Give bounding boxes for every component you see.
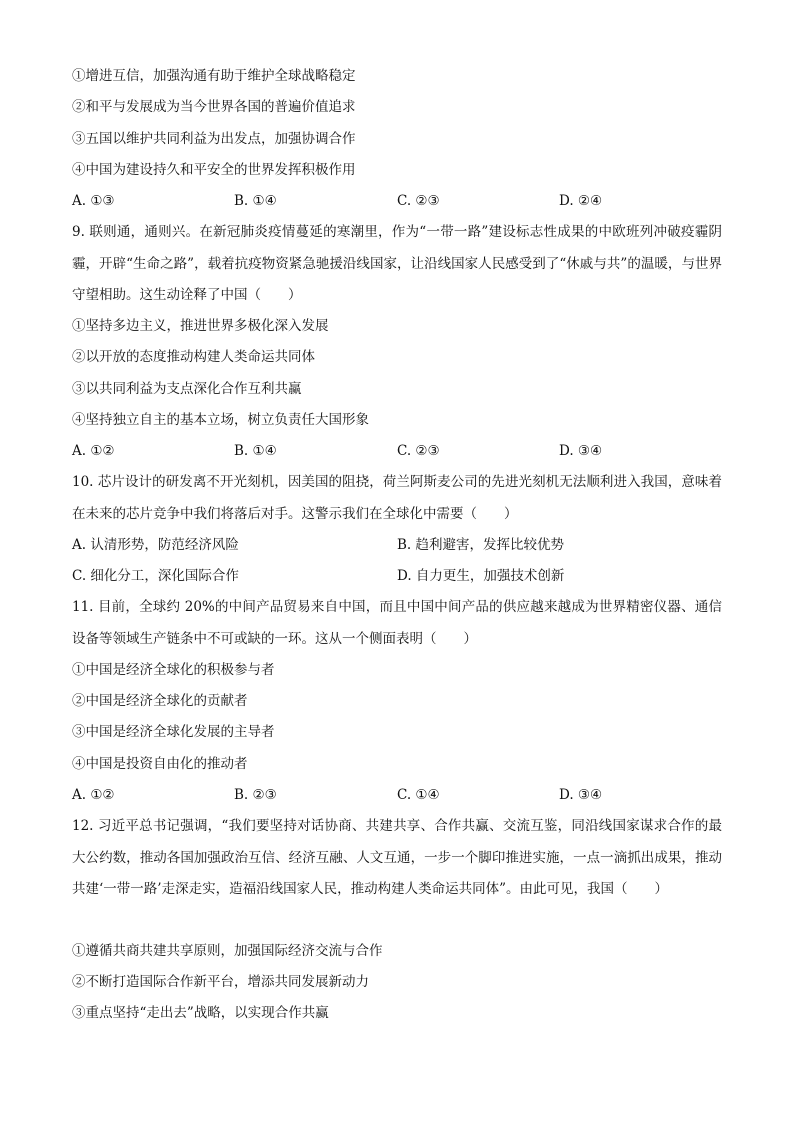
q8-statement-3: ③五国以维护共同利益为出发点，加强协调合作	[72, 131, 356, 147]
q9-stem: 9. 联则通，通则兴。在新冠肺炎疫情蔓延的寒潮里，作为“一带一路”建设标志性成果的中欧班列冲破疫霾阴霾，开辟“生命之路”，载着抗疫物资紧急驰援沿线国家，让沿线国家人民感受到了“休戚与共”的温暖，与世界守望相助。这生动诠释了中国（ ）	[72, 224, 722, 303]
q12-statement-2: ②不断打造国际合作新平台，增添共同发展新动力	[72, 974, 369, 990]
q8-statement-2: ②和平与发展成为当今世界各国的普遍价值追求	[72, 99, 356, 115]
q9-option-a[interactable]: A. ①②	[72, 443, 115, 459]
q12-statement-3: ③重点坚持“走出去”战略，以实现合作共赢	[72, 1005, 329, 1021]
q9-statement-1: ①坚持多边主义，推进世界多极化深入发展	[72, 318, 329, 334]
q8-option-c[interactable]: C. ②③	[397, 193, 440, 209]
q11-option-a[interactable]: A. ①②	[72, 787, 115, 803]
q10-option-c[interactable]: C. 细化分工，深化国际合作	[72, 568, 239, 584]
q11-statement-2: ②中国是经济全球化的贡献者	[72, 693, 248, 709]
q9-statement-2: ②以开放的态度推动构建人类命运共同体	[72, 349, 315, 365]
q9-statement-4: ④坚持独立自主的基本立场，树立负责任大国形象	[72, 412, 369, 428]
q11-option-d[interactable]: D. ③④	[559, 787, 603, 803]
q10-option-b[interactable]: B. 趋利避害，发挥比较优势	[397, 537, 565, 553]
q11-statement-4: ④中国是投资自由化的推动者	[72, 756, 248, 772]
q10-option-d[interactable]: D. 自力更生，加强技术创新	[397, 568, 565, 584]
q11-option-b[interactable]: B. ②③	[234, 787, 277, 803]
q11-statement-1: ①中国是经济全球化的积极参与者	[72, 662, 275, 678]
q10-option-a[interactable]: A. 认清形势，防范经济风险	[72, 537, 239, 553]
q11-statement-3: ③中国是经济全球化发展的主导者	[72, 724, 275, 740]
q11-stem: 11. 目前，全球约 20%的中间产品贸易来自中国，而且中国中间产品的供应越来越成为世界精密仪器、通信设备等领域生产链条中不可或缺的一环。这从一个侧面表明（ ）	[72, 599, 722, 647]
q12-statement-1: ①遵循共商共建共享原则，加强国际经济交流与合作	[72, 943, 383, 959]
q8-statement-1: ①增进互信，加强沟通有助于维护全球战略稳定	[72, 68, 356, 84]
q9-statement-3: ③以共同利益为支点深化合作互利共赢	[72, 381, 302, 397]
q9-option-c[interactable]: C. ②③	[397, 443, 440, 459]
q8-option-d[interactable]: D. ②④	[559, 193, 603, 209]
q12-stem: 12. 习近平总书记强调，“我们要坚持对话协商、共建共享、合作共赢、交流互鉴，同沿线国家谋求合作的最大公约数，推动各国加强政治互信、经济互融、人文互通，一步一个脚印推进实施，一点一滴抓出成果，推动共建‘一带一路’走深走实，造福沿线国家人民，推动构建人类命运共同体”。由此可见，我国（ ）	[72, 818, 722, 897]
q9-option-d[interactable]: D. ③④	[559, 443, 603, 459]
q8-statement-4: ④中国为建设持久和平安全的世界发挥积极作用	[72, 162, 356, 178]
q9-option-b[interactable]: B. ①④	[234, 443, 277, 459]
q8-option-b[interactable]: B. ①④	[234, 193, 277, 209]
q8-option-a[interactable]: A. ①③	[72, 193, 115, 209]
q11-option-c[interactable]: C. ①④	[397, 787, 440, 803]
q10-stem: 10. 芯片设计的研发离不开光刻机，因美国的阻挠，荷兰阿斯麦公司的先进光刻机无法顺利进入我国，意味着在未来的芯片竞争中我们将落后对手。这警示我们在全球化中需要（ ）	[72, 474, 722, 522]
